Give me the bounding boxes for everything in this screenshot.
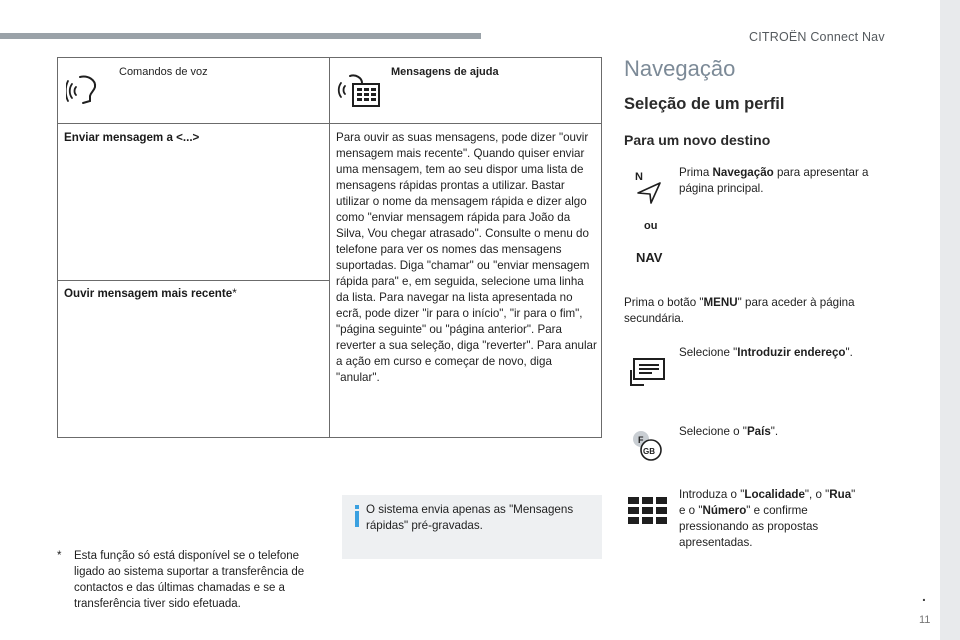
step-navigation: Prima Navegação para apresentar a página principal. <box>679 166 869 195</box>
table-header-divider <box>58 123 601 124</box>
navigation-arrow-icon <box>634 169 664 205</box>
page-edge-strip <box>940 0 960 640</box>
page-continuation-dot: . <box>922 588 926 604</box>
command-listen-latest: Ouvir mensagem mais recente* <box>64 287 237 300</box>
flag-top-text: F <box>638 435 644 445</box>
country-icon <box>630 428 666 464</box>
subsection-heading: Para um novo destino <box>624 132 771 148</box>
flag-bottom-text: GB <box>643 447 655 456</box>
step-country: Selecione o "País". <box>679 425 779 438</box>
nav-button-label: NAV <box>636 250 663 265</box>
info-note-text: O sistema envia apenas as "Mensagens rápidas" pré-gravadas. <box>366 503 574 532</box>
or-label: ou <box>644 220 658 232</box>
step-locality: Introduza o "Localidade", o "Rua" e o "Número" e confirme pressionando as propostas apresentadas. <box>679 488 856 549</box>
step-menu: Prima o botão "MENU" para aceder à página secundária. <box>624 296 855 325</box>
section-subtitle: Seleção de um perfil <box>624 95 785 113</box>
command-send-message: Enviar mensagem a <...> <box>64 131 200 144</box>
keypad-icon <box>628 497 668 525</box>
svg-text:N: N <box>635 171 643 183</box>
brand-title: CITROËN Connect Nav <box>749 30 885 44</box>
table-column-divider <box>329 58 330 437</box>
enter-address-icon <box>628 356 666 388</box>
header-rule <box>0 33 481 39</box>
col2-header: Mensagens de ajuda <box>391 66 499 78</box>
col1-header: Comandos de voz <box>119 66 208 78</box>
table-row-divider <box>58 280 330 281</box>
footnote-text: Esta função só está disponível se o telefone ligado ao sistema suportar a transferência de contactos e das últimas chamadas e se a transferência tiver sido efetuada. <box>74 550 305 610</box>
page-number: 11 <box>919 614 931 626</box>
section-title: Navegação <box>624 56 736 81</box>
help-message-text: Para ouvir as suas mensagens, pode dizer "ouvir mensagem mais recente". Quando quiser enviar uma mensagem, tem ao seu dispor uma lista de mensagens rápidas prontas a utilizar. Bastar utilizar o nome da mensagem rápida e dizer algo como "enviar mensagem rápida para João da Silva, Vou chegar atrasado". Consulte o menu do telefone para ver os nomes das mensagens suportadas. Diga "chamar" ou "enviar mensagem rápida para" e, em seguida, selecione uma linha da lista. Para navegar na lista apresentada no ecrã, pode dizer "ir para o início", "ir para o fim", "página seguinte" ou "página anterior". Para reverter a sua seleção, diga "reverter". Para anular a ação em curso e começar de novo, diga "anular". <box>336 131 597 384</box>
info-icon <box>352 505 362 527</box>
voice-help-messages-icon <box>336 73 382 109</box>
step-enter-address: Selecione "Introduzir endereço". <box>679 346 853 359</box>
asterisk-marker: * <box>232 287 237 300</box>
footnote-marker: * <box>57 550 62 562</box>
voice-command-icon <box>66 73 100 107</box>
